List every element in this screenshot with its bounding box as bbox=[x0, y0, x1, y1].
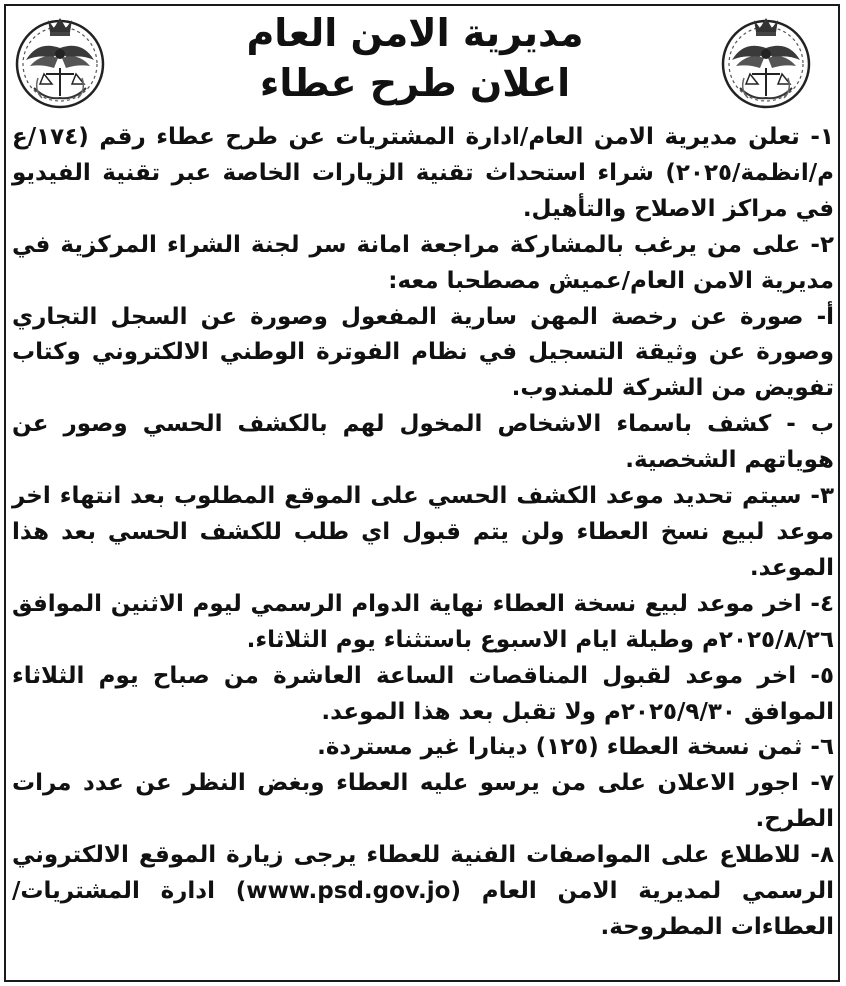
paragraph-2b-text: ب - كشف باسماء الاشخاص المخول لهم بالكشف الحسي وصور عن هوياتهم الشخصية. bbox=[12, 411, 834, 474]
announcement-body bbox=[12, 120, 834, 946]
paragraph-3 bbox=[12, 479, 834, 587]
paragraph-7 bbox=[12, 766, 834, 838]
paragraph-8-text: ٨- للاطلاع على المواصفات الفنية للعطاء يرجى زيارة الموقع الالكتروني الرسمي لمديرية الامن العام (www.psd.gov.jo) ادارة المشتريات/العطاءات المطروحة. bbox=[12, 842, 834, 940]
page-subtitle: اعلان طرح عطاء bbox=[259, 61, 571, 105]
paragraph-1 bbox=[12, 120, 834, 228]
paragraph-2-text: ٢- على من يرغب بالمشاركة مراجعة امانة سر لجنة الشراء المركزية في مديرية الامن العام/عميش مصطحبا معه: bbox=[12, 231, 834, 294]
paragraph-2a-text: أ- صورة عن رخصة المهن سارية المفعول وصورة عن السجل التجاري وصورة عن وثيقة التسجيل في نظام الفوترة الوطني الالكتروني وكتاب تفويض من الشركة للمندوب. bbox=[12, 303, 834, 402]
paragraph-2b bbox=[12, 407, 834, 479]
emblem-left-icon bbox=[8, 8, 112, 112]
paragraph-4-text: ٤- اخر موعد لبيع نسخة العطاء نهاية الدوام الرسمي ليوم الاثنين الموافق ٢٠٢٥/٨/٢٦م وطيلة ايام الاسبوع باستثناء يوم الثلاثاء. bbox=[12, 590, 834, 653]
title-block bbox=[120, 8, 710, 108]
page-title: مديرية الامن العام bbox=[246, 11, 584, 55]
paragraph-6 bbox=[12, 730, 834, 766]
header bbox=[0, 0, 846, 118]
paragraph-7-text: ٧- اجور الاعلان على من يرسو عليه العطاء وبغض النظر عن عدد مرات الطرح. bbox=[12, 770, 834, 833]
paragraph-1-text: ١- تعلن مديرية الامن العام/ادارة المشتريات عن طرح عطاء رقم (١٧٤/ع م/انظمة/٢٠٢٥) شراء استحداث تقنية الزيارات الخاصة عبر تقنية الفيديو في مراكز الاصلاح والتأهيل. bbox=[12, 124, 834, 222]
paragraph-8 bbox=[12, 838, 834, 946]
paragraph-5-text: ٥- اخر موعد لقبول المناقصات الساعة العاشرة من صباح يوم الثلاثاء الموافق ٢٠٢٥/٩/٣٠م ولا تقبل بعد هذا الموعد. bbox=[12, 662, 834, 725]
paragraph-5 bbox=[12, 659, 834, 731]
paragraph-3-text: ٣- سيتم تحديد موعد الكشف الحسي على الموقع المطلوب بعد انتهاء اخر موعد لبيع نسخ العطاء ولن يتم قبول اي طلب للكشف الحسي بعد هذا الموعد. bbox=[12, 483, 834, 581]
paragraph-2 bbox=[12, 228, 834, 300]
paragraph-2a bbox=[12, 300, 834, 408]
paragraph-4 bbox=[12, 587, 834, 659]
paragraph-6-text: ٦- ثمن نسخة العطاء (١٢٥) دينارا غير مستردة. bbox=[317, 734, 834, 761]
emblem-right-icon bbox=[714, 8, 818, 112]
